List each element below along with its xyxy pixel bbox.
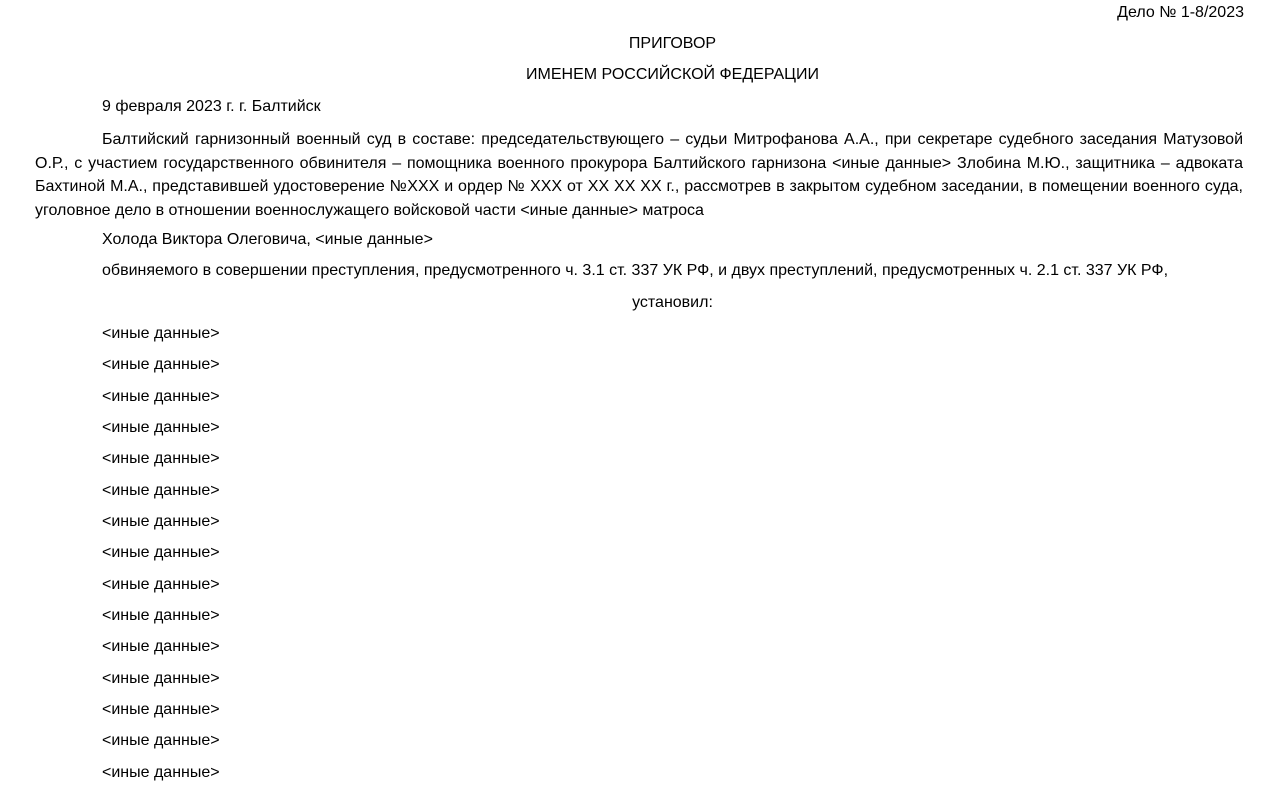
redacted-lines-list: [102, 324, 220, 794]
redacted-line: <иные данные>: [102, 575, 220, 593]
redacted-line: <иные данные>: [102, 544, 220, 562]
date-place: 9 февраля 2023 г. г. Балтийск: [102, 98, 321, 115]
redacted-line: <иные данные>: [102, 387, 220, 405]
redacted-line: <иные данные>: [102, 513, 220, 531]
redacted-line: <иные данные>: [102, 481, 220, 499]
document-subtitle: ИМЕНЕМ РОССИЙСКОЙ ФЕДЕРАЦИИ: [526, 66, 819, 83]
intro-paragraph: Балтийский гарнизонный военный суд в составе: председательствующего – судьи Митрофанова А.А., при секретаре судебного заседания Матузовой О.Р., с участием государственного обвинителя – помощника военного прокурора Балтийского гарнизона <иные данные> Злобина М.Ю., защитника – адвоката Бахтиной М.А., представившей удостоверение №XXX и ордер № XXX от XX XX XX г., рассмотрев в закрытом судебном заседании, в помещении военного суда, уголовное дело в отношении военнослужащего войсковой части <иные данные> матроса: [35, 131, 1243, 220]
redacted-line: <иные данные>: [102, 701, 220, 719]
document-title: ПРИГОВОР: [628, 35, 717, 52]
redacted-line: <иные данные>: [102, 763, 220, 781]
redacted-line: <иные данные>: [102, 669, 220, 687]
redacted-line: <иные данные>: [102, 325, 220, 342]
redacted-line: <иные данные>: [102, 607, 220, 625]
redacted-line: <иные данные>: [102, 732, 220, 750]
defendant-name: Холода Виктора Олеговича, <иные данные>: [102, 231, 433, 248]
redacted-line: <иные данные>: [102, 450, 220, 468]
redacted-line: <иные данные>: [102, 356, 220, 374]
case-number: Дело № 1-8/2023: [1117, 4, 1244, 21]
redacted-line: <иные данные>: [102, 419, 220, 437]
charge-description: обвиняемого в совершении преступления, предусмотренного ч. 3.1 ст. 337 УК РФ, и двух преступлений, предусмотренных ч. 2.1 ст. 337 УК РФ,: [102, 262, 1169, 279]
redacted-line: <иные данные>: [102, 638, 220, 656]
established-heading: установил:: [632, 294, 713, 311]
